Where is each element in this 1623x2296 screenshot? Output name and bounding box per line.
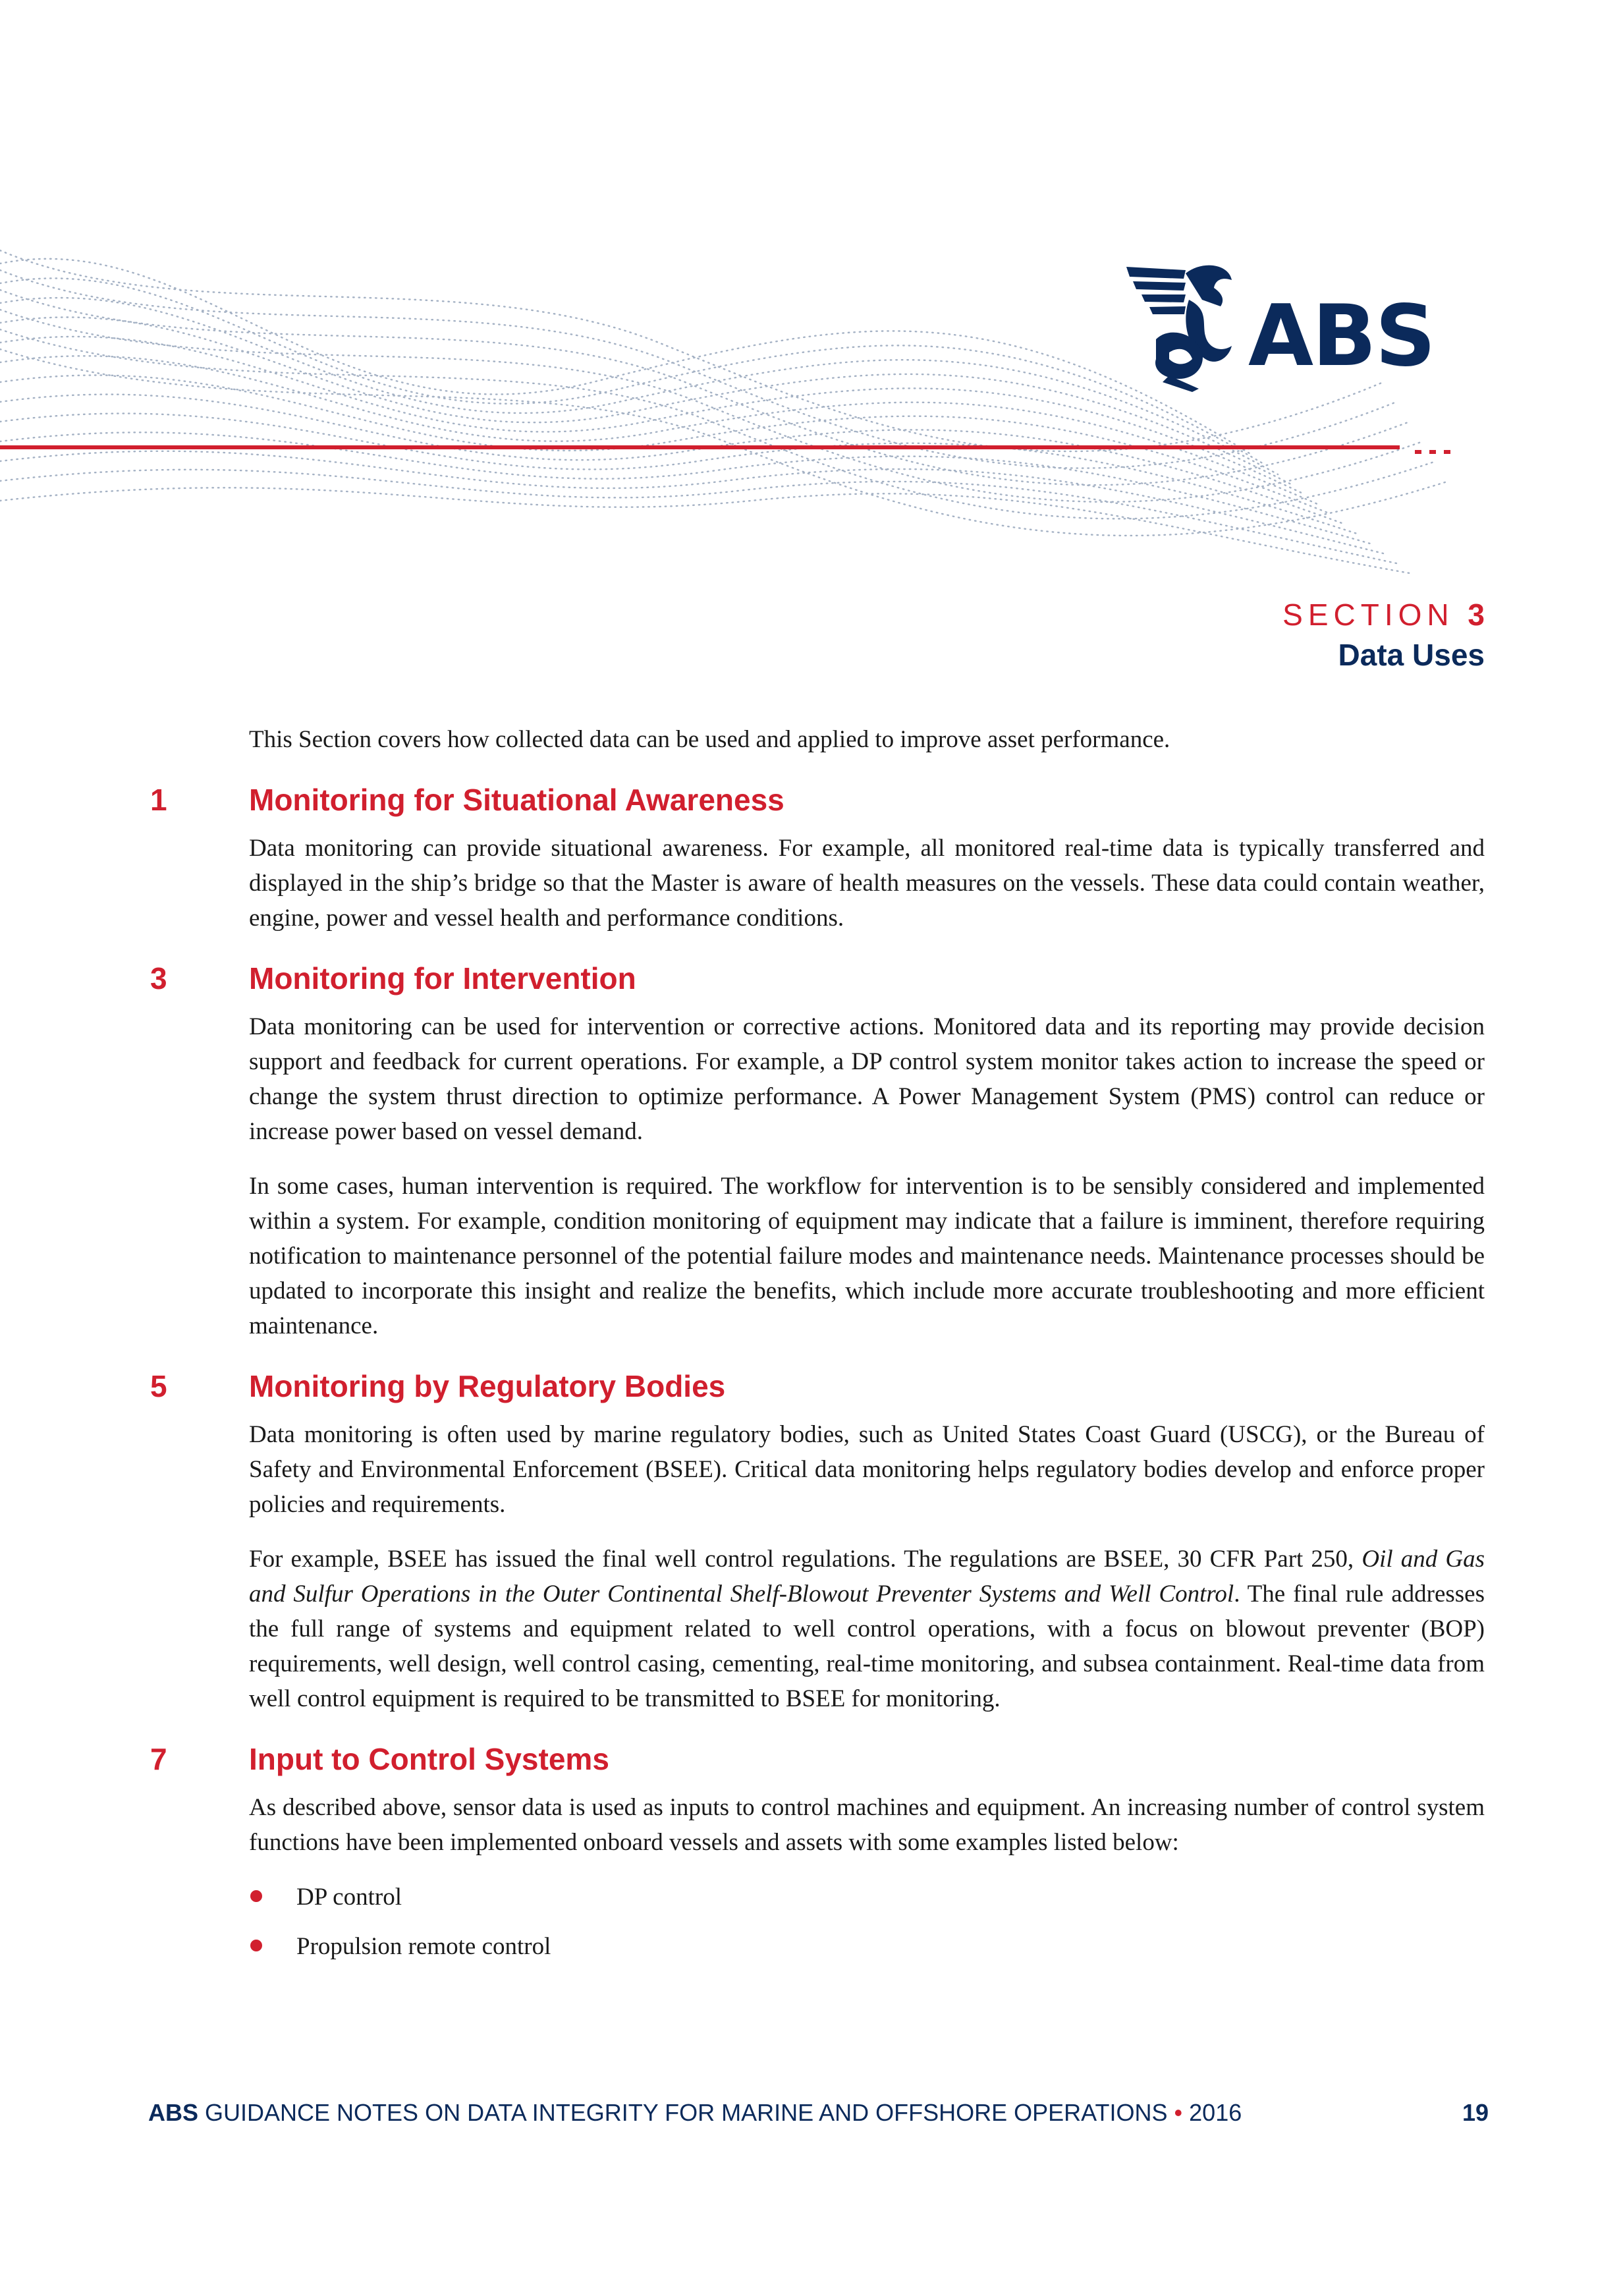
footer-separator: • — [1174, 2099, 1183, 2126]
heading-text: Input to Control Systems — [249, 1742, 609, 1776]
page-footer — [148, 2098, 1489, 2127]
header-rule-dots — [1415, 445, 1458, 457]
heading-number: 7 — [150, 1742, 167, 1776]
eagle-emblem-icon — [1123, 260, 1248, 392]
list-item: DP control — [249, 1880, 1485, 1915]
section-title: Data Uses — [1338, 638, 1485, 672]
body-paragraph: In some cases, human intervention is required. The workflow for intervention is to be sensibly considered and implemented within a system. For example, condition monitoring of equipment may indicate that a failure is imminent, therefore requiring notification to maintenance personnel of the potential failure modes and maintenance needs. Maintenance processes should be updated to incorporate this insight and realize the benefits, which include more accurate troubleshooting and more efficient maintenance. — [249, 1173, 1485, 1339]
bullet-list — [249, 1880, 1485, 1964]
heading-number: 1 — [150, 783, 167, 817]
footer-year: 2016 — [1189, 2099, 1242, 2126]
heading-text: Monitoring for Situational Awareness — [249, 783, 784, 817]
heading-7 — [150, 1737, 1485, 1781]
header-rule — [0, 445, 1400, 449]
footer-brand: ABS — [148, 2099, 199, 2126]
heading-5 — [150, 1364, 1485, 1408]
footer-title: GUIDANCE NOTES ON DATA INTEGRITY FOR MARINE AND OFFSHORE OPERATIONS — [205, 2099, 1168, 2126]
abs-logo — [1123, 260, 1479, 392]
body-paragraph: For example, BSEE has issued the final well control regulations. The regulations are BSEE, 30 CFR Part 250, Oil and Gas and Sulfur Operations in the Outer Continental Shelf-Blowout Preventer Systems and Well Control. The final rule addresses the full range of systems and equipment related to well control operations, with a focus on blowout preventer (BOP) requirements, well design, well control casing, cementing, real-time monitoring, and subsea containment. Real-time data from well control equipment is required to be transmitted to BSEE for monitoring. — [249, 1546, 1485, 1712]
page-number: 19 — [1462, 2099, 1489, 2126]
regulation-title: Oil and Gas and Sulfur Operations in the Outer Continental Shelf-Blowout Preventer Systems and Well Control — [249, 1546, 1485, 1608]
body-paragraph: Data monitoring is often used by marine regulatory bodies, such as United States Coast Guard (USCG), or the Bureau of Safety and Environmental Enforcement (BSEE). Critical data monitoring helps regulatory bodies develop and enforce proper policies and requirements. — [249, 1421, 1485, 1518]
heading-text: Monitoring for Intervention — [249, 961, 636, 995]
section-number: 3 — [1468, 598, 1485, 632]
section-heading — [1282, 596, 1485, 677]
heading-1 — [150, 778, 1485, 822]
heading-number: 3 — [150, 961, 167, 995]
logo-wordmark: ABS — [1248, 287, 1435, 385]
heading-text: Monitoring by Regulatory Bodies — [249, 1369, 726, 1403]
bullet-icon — [250, 1940, 262, 1951]
bullet-icon — [250, 1890, 262, 1902]
body-paragraph: Data monitoring can provide situational awareness. For example, all monitored real-time data is typically transferred and displayed in the ship’s bridge so that the Master is aware of health measures on the vessels. These data could contain weather, engine, power and vessel health and performance conditions. — [249, 835, 1485, 932]
heading-number: 5 — [150, 1369, 167, 1403]
body-paragraph: Data monitoring can be used for intervention or corrective actions. Monitored data and its reporting may provide decision support and feedback for current operations. For example, a DP control system monitor takes action to increase the speed or change the system thrust direction to optimize performance. A Power Management System (PMS) control can reduce or increase power based on vessel demand. — [249, 1013, 1485, 1145]
intro-paragraph: This Section covers how collected data can be used and applied to improve asset performance. — [249, 726, 1170, 753]
main-content — [150, 722, 1485, 1978]
heading-3 — [150, 957, 1485, 1000]
list-item: Propulsion remote control — [249, 1929, 1485, 1964]
body-paragraph: As described above, sensor data is used as inputs to control machines and equipment. An increasing number of control system functions have been implemented onboard vessels and assets with some examples listed below: — [249, 1794, 1485, 1856]
section-label: SECTION 3 — [1282, 598, 1485, 632]
